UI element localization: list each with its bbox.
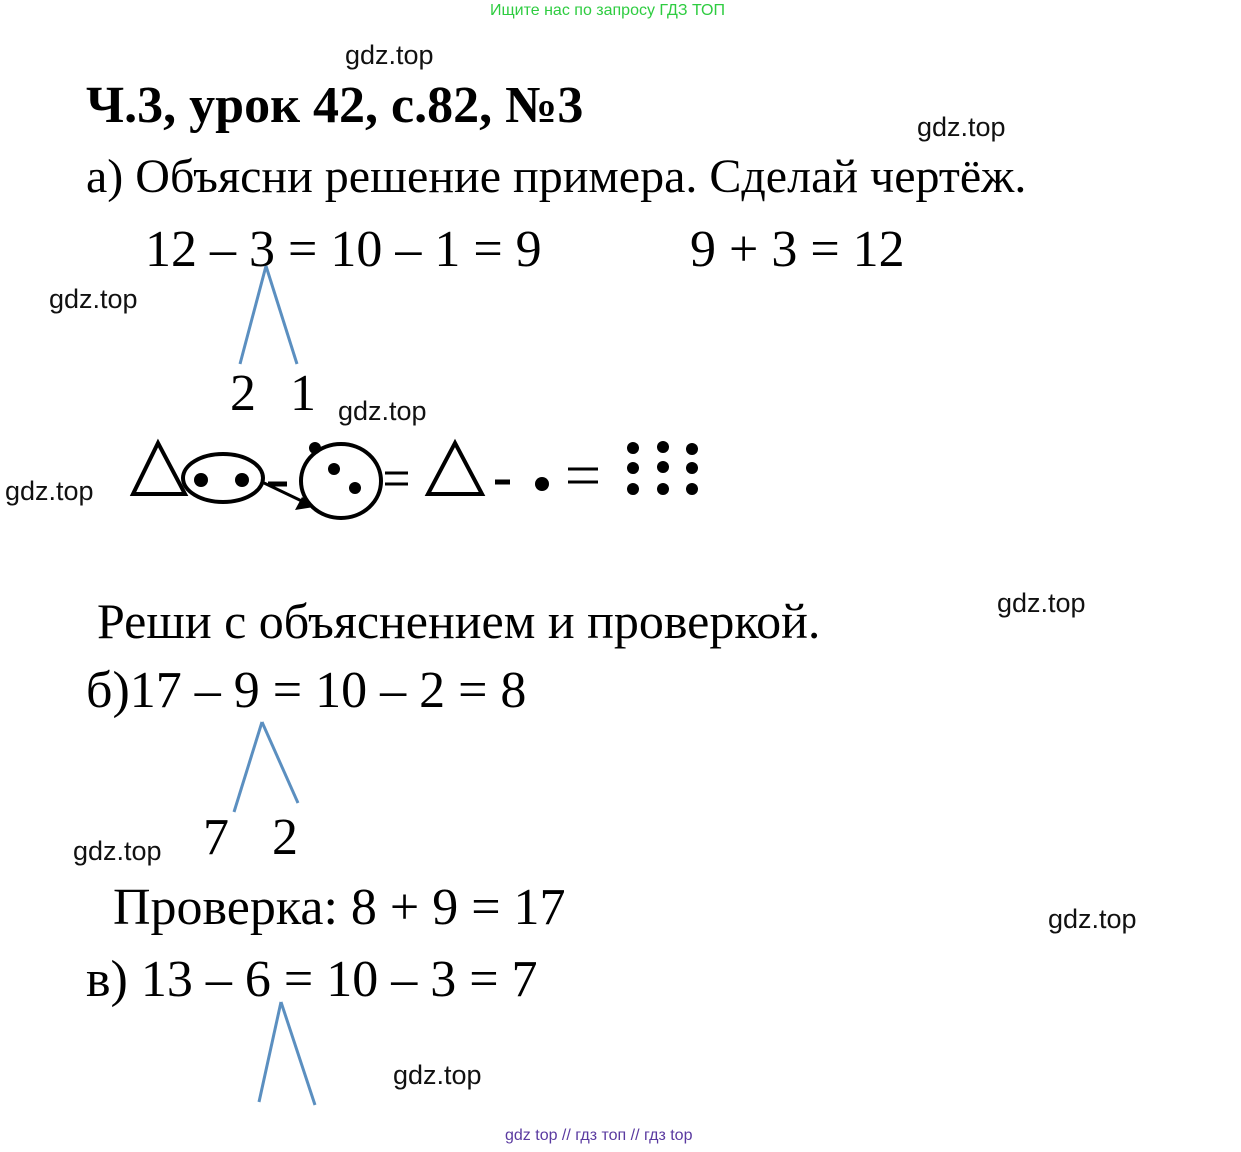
split-lines-b <box>234 722 298 812</box>
split-b-right: 2 <box>272 809 298 866</box>
dot <box>349 482 361 494</box>
check-a: 9 + 3 = 12 <box>690 221 905 278</box>
watermark: gdz.top <box>393 1060 482 1090</box>
footer-links[interactable]: gdz top // гдз топ // гдз top <box>505 1127 693 1144</box>
split-lines-a <box>240 266 297 364</box>
equation-b: б)17 – 9 = 10 – 2 = 8 <box>86 662 527 719</box>
equation-a: 12 – 3 = 10 – 1 = 9 <box>145 221 542 278</box>
dot <box>194 473 208 487</box>
dot <box>235 473 249 487</box>
instruction-b: Реши с объяснением и проверкой. <box>97 593 821 649</box>
nine-dots <box>627 441 698 495</box>
split-b-left: 7 <box>203 809 229 866</box>
page-title: Ч.3, урок 42, с.82, №3 <box>86 77 584 134</box>
watermark: gdz.top <box>917 112 1006 142</box>
check-b: Проверка: 8 + 9 = 17 <box>113 879 566 936</box>
split-a-left: 2 <box>230 365 256 422</box>
instruction-a: а) Объясни решение примера. Сделай чертёж. <box>86 150 1027 203</box>
split-a-right: 1 <box>290 365 316 422</box>
watermark: gdz.top <box>73 836 162 866</box>
equation-v: в) 13 – 6 = 10 – 3 = 7 <box>86 951 538 1008</box>
dot <box>328 463 340 475</box>
triangle-icon <box>428 443 482 494</box>
group-oval-right <box>301 444 381 518</box>
dot-drawing <box>133 441 698 518</box>
watermark: gdz.top <box>997 588 1086 618</box>
watermark: gdz.top <box>345 40 434 70</box>
dot <box>535 477 549 491</box>
watermark: gdz.top <box>5 476 94 506</box>
triangle-icon <box>133 443 185 494</box>
split-lines-v <box>259 1002 315 1105</box>
watermark: gdz.top <box>1048 904 1137 934</box>
watermark: gdz.top <box>49 284 138 314</box>
watermark: gdz.top <box>338 396 427 426</box>
dot <box>309 442 321 454</box>
top-banner[interactable]: Ищите нас по запросу ГДЗ ТОП <box>490 2 725 19</box>
